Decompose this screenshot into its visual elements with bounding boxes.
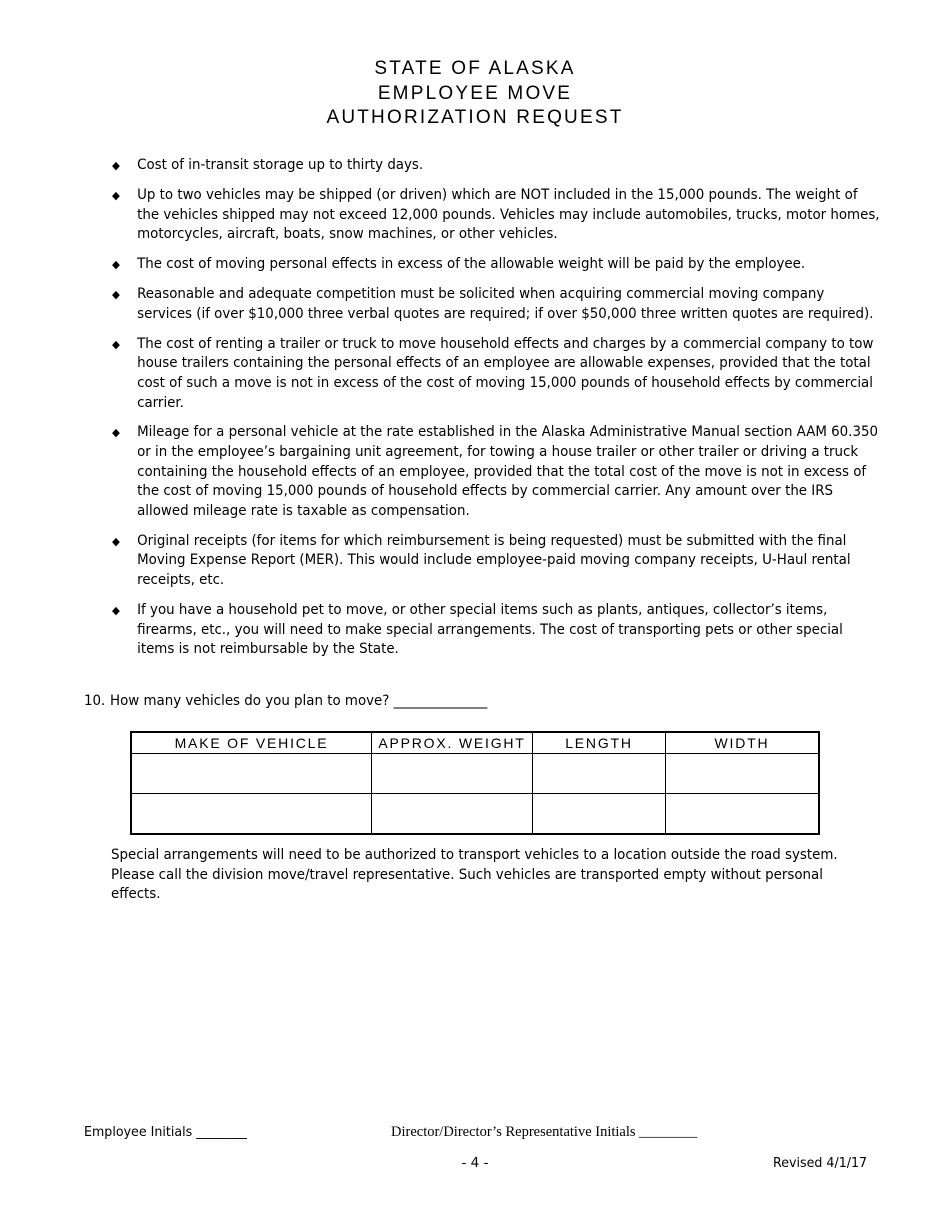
header-make-of-vehicle: MAKE OF VEHICLE bbox=[131, 732, 372, 754]
diamond-bullet-icon: ◆ bbox=[112, 337, 120, 351]
revision-date: Revised 4/1/17 bbox=[773, 1155, 868, 1171]
width-cell[interactable] bbox=[666, 754, 820, 794]
employee-initials-field[interactable]: Employee Initials ________ bbox=[84, 1124, 247, 1140]
list-item: ◆ Reasonable and adequate competition must be solicited when acquiring commercial moving company services (if over $10,000 three verbal quotes are required; if over $50,000 three written quotes are required). bbox=[112, 286, 874, 322]
approx-weight-cell[interactable] bbox=[372, 754, 533, 794]
diamond-bullet-icon: ◆ bbox=[112, 188, 120, 202]
width-cell[interactable] bbox=[666, 794, 820, 835]
length-cell[interactable] bbox=[533, 794, 666, 835]
diamond-bullet-icon: ◆ bbox=[112, 604, 120, 618]
title-line-employee-move: EMPLOYEE MOVE bbox=[377, 82, 573, 104]
header-width: WIDTH bbox=[666, 732, 820, 754]
question-10 bbox=[84, 691, 487, 711]
header-approx-weight: APPROX. WEIGHT bbox=[372, 732, 533, 754]
approx-weight-cell[interactable] bbox=[372, 794, 533, 835]
header-length: LENGTH bbox=[533, 732, 666, 754]
make-of-vehicle-cell[interactable] bbox=[131, 754, 372, 794]
title-line-state: STATE OF ALASKA bbox=[374, 58, 576, 79]
list-item: ◆ If you have a household pet to move, or other special items such as plants, antiques, collector’s items, firearms, etc., you will need to make special arrangements. The cost of transporting pets or other special items is not reimbursable by the State. bbox=[112, 602, 843, 658]
table-row bbox=[131, 794, 819, 835]
special-arrangements-note: Special arrangements will need to be authorized to transport vehicles to a location outside the road system. Please call the division move/travel representative. Such vehicles are transported empty without personal effects. bbox=[111, 847, 838, 903]
table-header-row bbox=[131, 732, 819, 754]
page-number: - 4 - bbox=[461, 1155, 489, 1171]
document-title bbox=[0, 57, 950, 131]
length-cell[interactable] bbox=[533, 754, 666, 794]
table-row bbox=[131, 754, 819, 794]
list-item: ◆ Cost of in-transit storage up to thirty days. bbox=[112, 156, 881, 176]
list-item: ◆ The cost of renting a trailer or truck to move household effects and charges by a commercial company to tow house trailers containing the personal effects of an employee are allowable expenses, provided that the total cost of such a move is not in excess of the cost of moving 15,000 pounds of household effects by commercial carrier. bbox=[112, 335, 874, 411]
list-item: ◆ Original receipts (for items for which reimbursement is being requested) must be submitted with the final Moving Expense Report (MER). This would include employee-paid moving company receipts, U-Haul rental receipts, etc. bbox=[112, 532, 851, 589]
director-initials-field[interactable]: Director/Director’s Representative Initials ________ bbox=[391, 1124, 698, 1140]
diamond-bullet-icon: ◆ bbox=[112, 258, 120, 272]
make-of-vehicle-cell[interactable] bbox=[131, 794, 372, 835]
diamond-bullet-icon: ◆ bbox=[112, 159, 120, 172]
diamond-bullet-icon: ◆ bbox=[112, 288, 120, 302]
question-number: 10. bbox=[84, 693, 106, 709]
list-item: ◆ The cost of moving personal effects in excess of the allowable weight will be paid by the employee. bbox=[112, 255, 881, 275]
diamond-bullet-icon: ◆ bbox=[112, 534, 120, 548]
list-item: ◆ Mileage for a personal vehicle at the rate established in the Alaska Administrative Manual section AAM 60.350 or in the employee’s bargaining unit agreement, for towing a house trailer or other trailer or driving a truck containing the household effects of an employee, provided that the total cost of the move is not in excess of the cost of moving 15,000 pounds of household effects by commercial carrier. Any amount over the IRS allowed mileage rate is taxable as compensation. bbox=[112, 424, 879, 519]
list-item: ◆ Up to two vehicles may be shipped (or driven) which are NOT included in the 15,000 pounds. The weight of the vehicles shipped may not exceed 12,000 pounds. Vehicles may include automobiles, trucks, motor homes, motorcycles, aircraft, boats, snow machines, or other vehicles. bbox=[112, 186, 880, 243]
title-line-authorization-request: AUTHORIZATION REQUEST bbox=[326, 107, 624, 128]
diamond-bullet-icon: ◆ bbox=[112, 426, 120, 440]
vehicle-table bbox=[130, 731, 820, 835]
allowable-expenses-list bbox=[112, 156, 892, 670]
question-text[interactable]: How many vehicles do you plan to move? ______________ bbox=[110, 693, 488, 709]
